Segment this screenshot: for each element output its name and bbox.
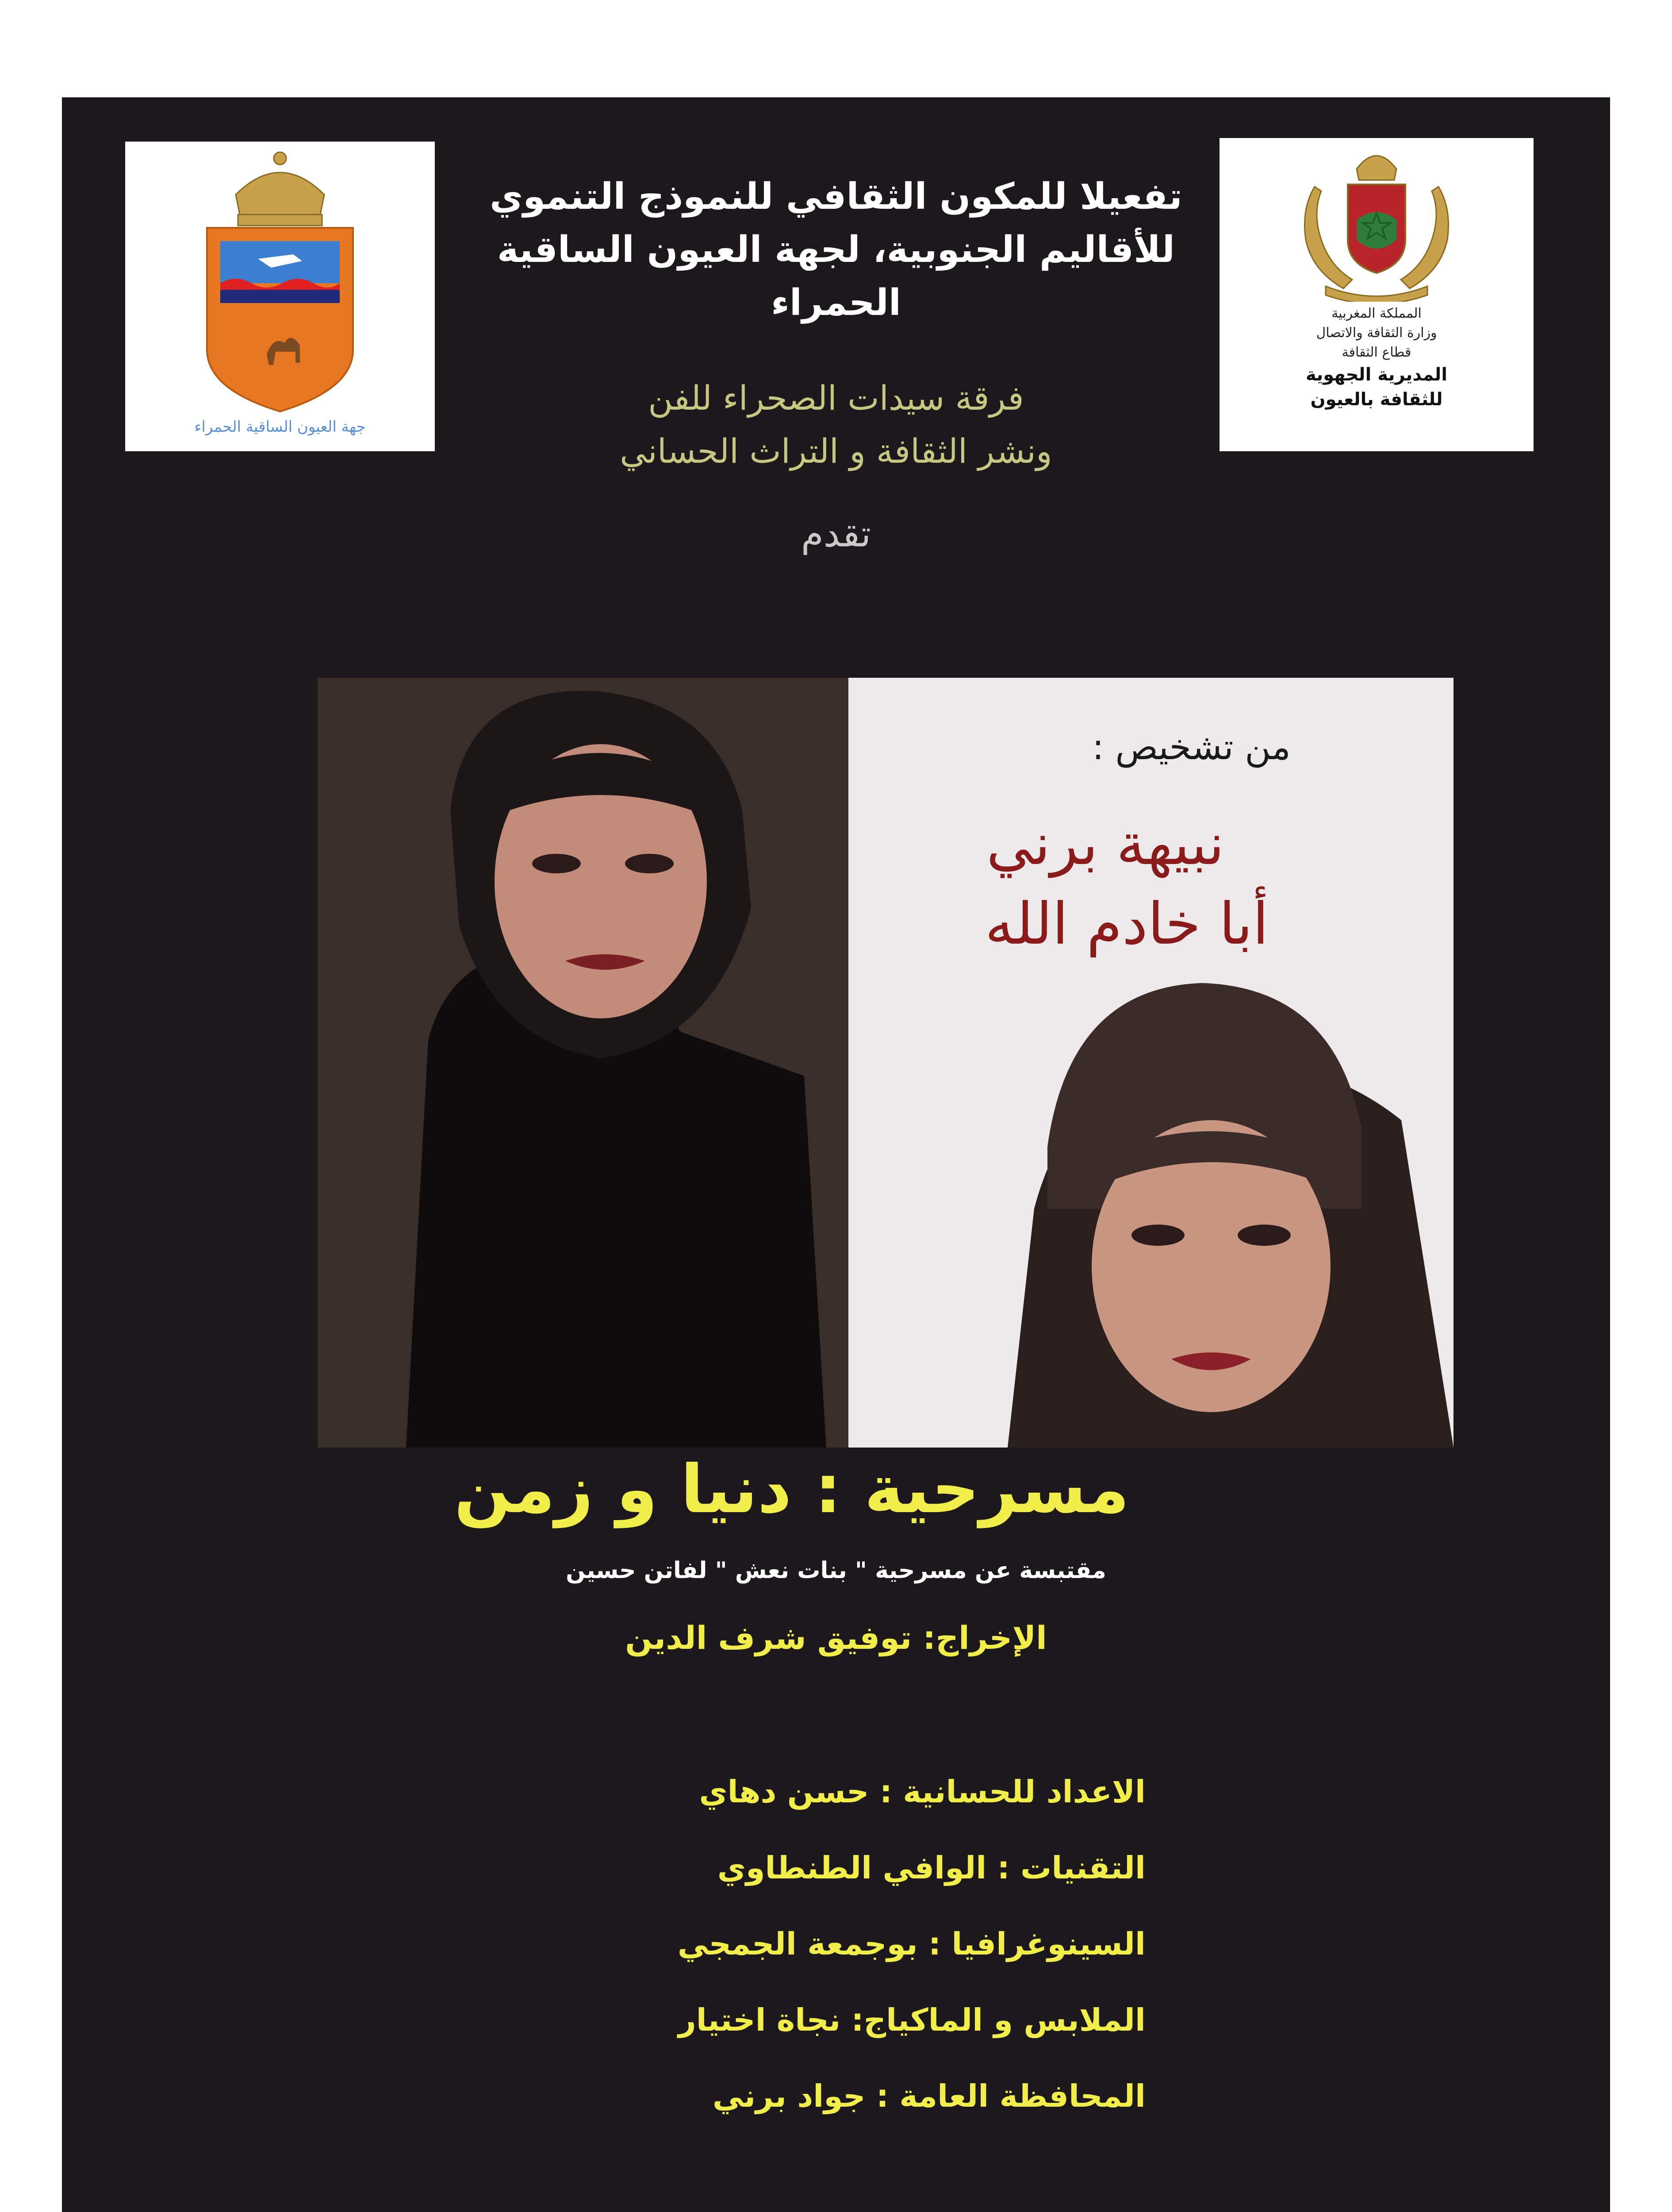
ministry-line-3: قطاع الثقافة	[1342, 345, 1411, 360]
region-logo	[125, 142, 435, 451]
ministry-line-2: وزارة الثقافة والاتصال	[1316, 325, 1437, 341]
troupe-line-2: ونشر الثقافة و التراث الحساني	[620, 431, 1052, 471]
troupe-line-1: فرقة سيدات الصحراء للفن	[648, 378, 1024, 418]
troupe	[460, 372, 1212, 478]
credit-item: المحافظة العامة : جواد برني	[713, 2078, 1146, 2114]
credits-list	[548, 1770, 1146, 2150]
ministry-line-1: المملكة المغربية	[1331, 306, 1422, 321]
region-logo-caption: جهة العيون الساقية الحمراء	[194, 418, 366, 436]
credit-item: التقنيات : الوافي الطنطاوي	[717, 1850, 1146, 1886]
cast-actor-1: نبيهة برني	[986, 810, 1224, 878]
header-line-2: للأقاليم الجنوبية، لجهة العيون الساقية الحمراء	[497, 229, 1175, 324]
cast-actor-2: أبا خادم الله	[985, 890, 1269, 957]
ministry-line-5: للثقافة بالعيون	[1310, 389, 1443, 410]
credit-item: الملابس و الماكياج: نجاة اختيار	[678, 2002, 1146, 2038]
cast-photo	[318, 678, 1453, 1448]
play-title: مسرحية : دنيا و زمن	[454, 1451, 1130, 1528]
header-line-1: تفعيلا للمكون الثقافي للنموذج التنموي	[490, 176, 1182, 218]
poster	[62, 97, 1610, 2212]
play-director: الإخراج: توفيق شرف الدين	[625, 1619, 1047, 1656]
ministry-logo	[1219, 138, 1534, 451]
credit-item: الاعداد للحسانية : حسن دهاي	[699, 1774, 1146, 1810]
region-coat-of-arms-icon	[125, 142, 435, 451]
header	[460, 170, 1212, 330]
ministry-line-4: المديرية الجهوية	[1305, 365, 1448, 385]
presents-text: تقدم	[801, 513, 871, 555]
photo-illustration	[318, 678, 1453, 1448]
moroccan-coat-of-arms-icon	[1219, 138, 1534, 302]
cast-heading: من تشخيص :	[1092, 726, 1291, 768]
credit-item: السينوغرافيا : بوجمعة الجمجي	[677, 1926, 1146, 1962]
play-subtitle: مقتبسة عن مسرحية " بنات نعش " لفاتن حسين	[566, 1557, 1106, 1584]
